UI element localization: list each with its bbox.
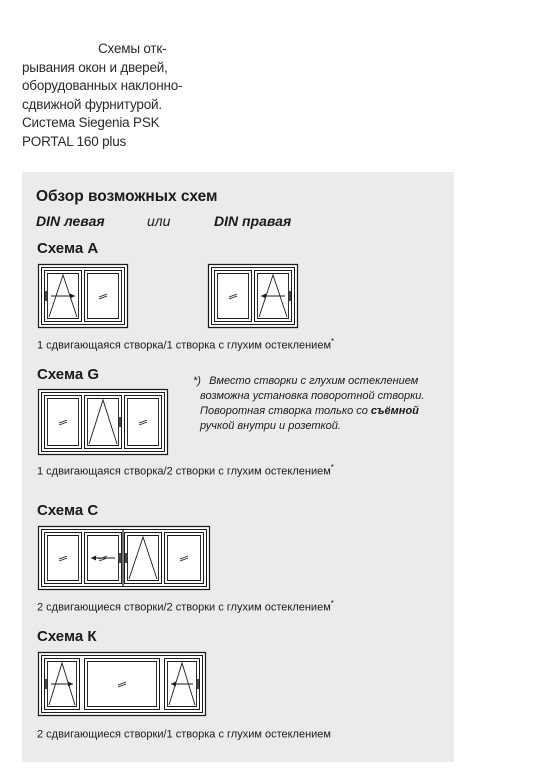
- din-left-label: DIN левая: [36, 213, 105, 229]
- scheme-g-diagram: [38, 389, 168, 455]
- or-label: или: [147, 213, 171, 229]
- scheme-k-diagram: [38, 652, 206, 716]
- scheme-c-diagram: [38, 526, 210, 590]
- scheme-a-caption: 1 сдвигающаяся створка/1 створка с глухим остеклением*: [37, 337, 335, 352]
- glass: [48, 399, 79, 446]
- scheme-c-caption: 2 сдвигающиеся створки/2 створки с глухим остеклением*: [37, 599, 334, 614]
- panel-title: Обзор возможных схем: [36, 188, 218, 205]
- scheme-a-left-diagram: [38, 264, 128, 328]
- intro-line: сдвижной фурнитурой.: [22, 96, 162, 112]
- scheme-c-title: Схема С: [37, 502, 99, 519]
- glass: [128, 536, 159, 581]
- glass: [88, 399, 119, 446]
- glass: [48, 536, 79, 581]
- scheme-g-caption: 1 сдвигающаяся створка/2 створки с глухим остеклением*: [37, 463, 334, 478]
- intro-line: оборудованных наклонно-: [22, 78, 183, 93]
- scheme-a-right-diagram: [208, 264, 298, 328]
- scheme-k-caption: 2 сдвигающиеся створки/1 створка с глухим остеклением: [37, 728, 331, 741]
- intro-line: PORTAL 160 plus: [22, 133, 127, 149]
- glass: [128, 399, 159, 446]
- din-right-label: DIN правая: [214, 213, 292, 229]
- glass: [168, 536, 201, 581]
- intro-text: [22, 40, 222, 151]
- footnote: *) Вместо створки с глухим остеклением возможна установка поворотной створки. Поворотная створка только со съёмной ручкой внутри и розеткой.: [193, 375, 425, 432]
- intro-line: Система Siegenia PSK: [22, 115, 160, 130]
- glass: [88, 662, 157, 707]
- scheme-a-title: Схема А: [37, 240, 99, 257]
- scheme-g-title: Схема G: [37, 366, 100, 383]
- glass: [88, 274, 119, 319]
- intro-line: Схемы отк-: [98, 41, 167, 56]
- scheme-k-title: Схема К: [37, 628, 97, 645]
- intro-line: рывания окон и дверей,: [22, 59, 168, 75]
- glass: [218, 274, 249, 319]
